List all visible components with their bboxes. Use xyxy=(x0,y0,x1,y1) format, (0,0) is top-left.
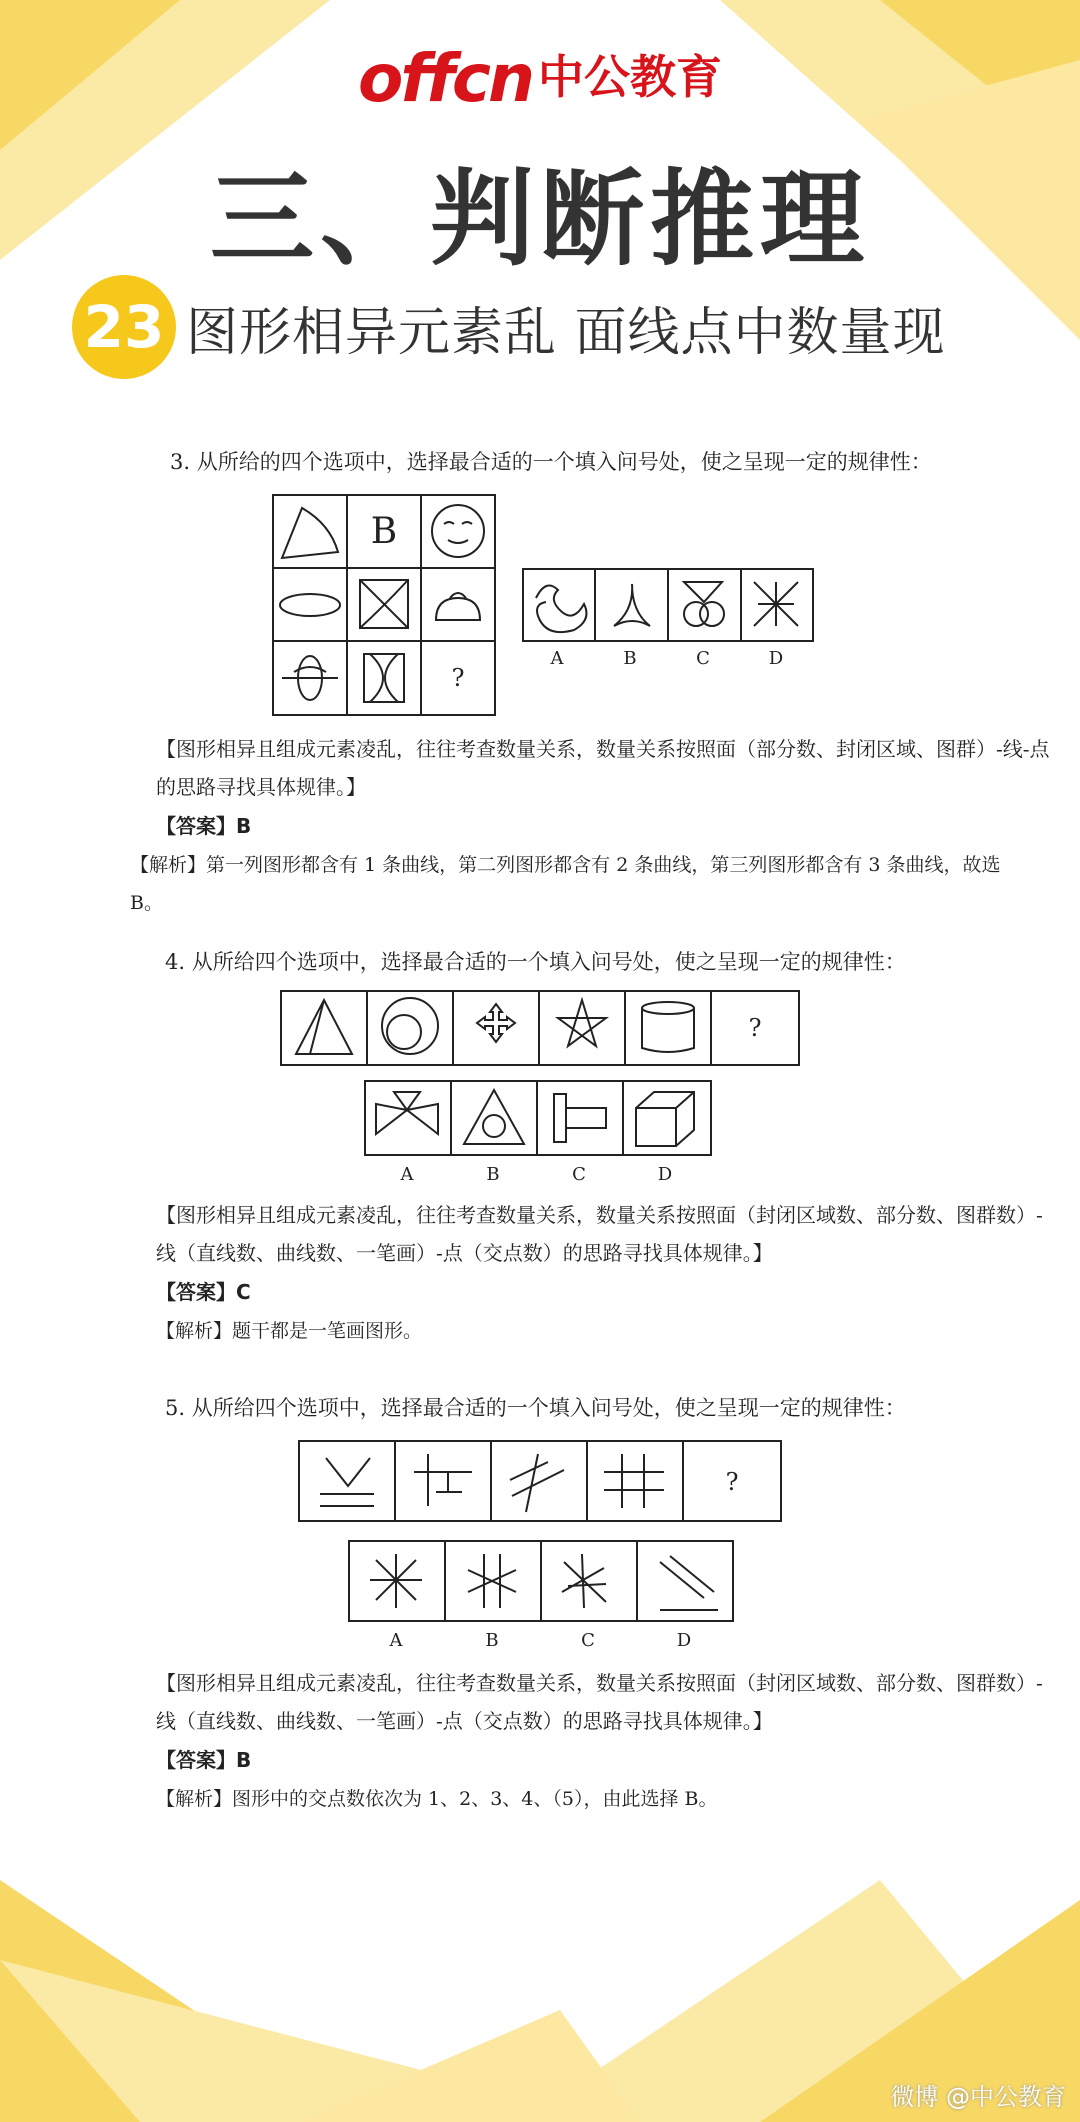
page-title: 三、判断推理 xyxy=(209,158,870,280)
q4-option-d-label: D xyxy=(657,1164,673,1185)
question-4-stem xyxy=(280,990,800,1066)
question-4-analysis: 【解析】题干都是一笔画图形。 xyxy=(156,1320,423,1342)
logo-english: offcn xyxy=(358,40,532,117)
grid-letter-b: B xyxy=(370,511,398,552)
question-3-analysis: 【解析】第一列图形都含有 1 条曲线，第二列图形都含有 2 条曲线，第三列图形都含有 3 条曲线，故选 B。 xyxy=(130,854,1001,914)
section-subtitle: 图形相异元素乱 面线点中数量现 xyxy=(186,303,946,363)
q3-option-d-label: D xyxy=(768,648,784,669)
q4-option-a-label: A xyxy=(400,1164,414,1185)
question-5-analysis: 【解析】图形中的交点数依次为 1、2、3、4、（5），由此选择 B。 xyxy=(156,1788,718,1810)
number-badge: 23 xyxy=(72,275,176,379)
question-4-options xyxy=(364,1080,712,1156)
q4-option-c-label: C xyxy=(572,1164,586,1185)
question-3-text: 3. 从所给的四个选项中，选择最合适的一个填入问号处，使之呈现一定的规律性： xyxy=(170,450,932,474)
question-mark: ? xyxy=(748,1014,762,1042)
question-mark: ? xyxy=(451,664,465,692)
q5-option-a-label: A xyxy=(389,1630,403,1651)
brand-logo xyxy=(0,40,1080,117)
q3-option-c-label: C xyxy=(696,648,710,669)
q5-option-c-label: C xyxy=(581,1630,595,1651)
q3-option-b-label: B xyxy=(623,648,637,669)
question-5-stem xyxy=(298,1440,782,1522)
question-5-answer: 【答案】B xyxy=(156,1748,252,1772)
question-5-tip: 【图形相异且组成元素凌乱，往往考查数量关系，数量关系按照面（封闭区域数、部分数、图群数）-线（直线数、曲线数、一笔画）-点（交点数）的思路寻找具体规律。】 xyxy=(156,1671,1043,1733)
question-4-tip: 【图形相异且组成元素凌乱，往往考查数量关系，数量关系按照面（封闭区域数、部分数、图群数）-线（直线数、曲线数、一笔画）-点（交点数）的思路寻找具体规律。】 xyxy=(156,1203,1043,1265)
question-3-answer: 【答案】B xyxy=(156,814,252,838)
question-4-answer: 【答案】C xyxy=(156,1280,251,1304)
q5-option-d-label: D xyxy=(676,1630,692,1651)
q3-option-a-label: A xyxy=(550,648,564,669)
weibo-watermark: 微博 @中公教育 xyxy=(890,2083,1066,2111)
question-mark: ? xyxy=(725,1468,739,1496)
question-5-options xyxy=(348,1540,734,1622)
question-3-tip: 【图形相异且组成元素凌乱，往往考查数量关系，数量关系按照面（部分数、封闭区域、图群）-线-点的思路寻找具体规律。】 xyxy=(156,737,1050,799)
q5-option-b-label: B xyxy=(485,1630,499,1651)
question-3-options xyxy=(522,568,814,642)
question-4-text: 4. 从所给四个选项中，选择最合适的一个填入问号处，使之呈现一定的规律性： xyxy=(165,950,906,974)
question-5-text: 5. 从所给四个选项中，选择最合适的一个填入问号处，使之呈现一定的规律性： xyxy=(165,1396,906,1420)
q4-option-b-label: B xyxy=(486,1164,500,1185)
logo-chinese: 中公教育 xyxy=(537,50,722,104)
